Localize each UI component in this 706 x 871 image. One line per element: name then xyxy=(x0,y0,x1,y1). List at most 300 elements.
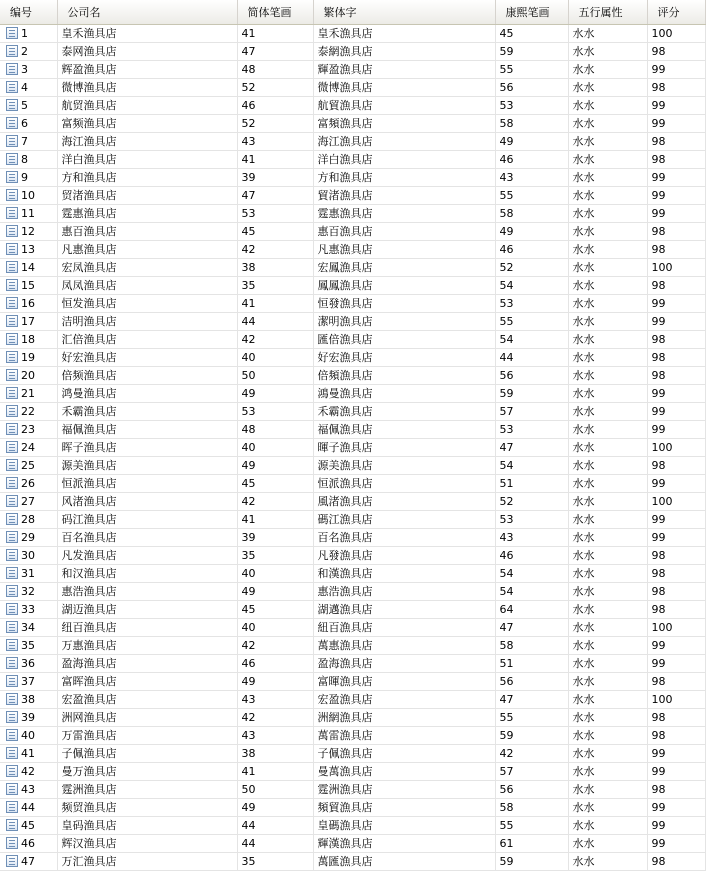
cell-text: 富频渔具店 xyxy=(61,116,117,130)
simplified-strokes-cell xyxy=(237,853,313,871)
traditional-name-cell xyxy=(313,367,495,385)
cell-text: 33 xyxy=(21,602,35,616)
cell-text: 98 xyxy=(651,242,666,256)
id-cell xyxy=(0,25,57,43)
cell-text: 13 xyxy=(21,242,35,256)
cell-text: 倍頻漁具店 xyxy=(317,368,373,382)
cell-text: 55 xyxy=(499,818,514,832)
traditional-name-cell xyxy=(313,25,495,43)
table-row[interactable] xyxy=(0,403,705,421)
score-cell xyxy=(647,241,705,259)
cell-text: 18 xyxy=(21,332,35,346)
traditional-name-cell xyxy=(313,763,495,781)
cell-text: 36 xyxy=(21,656,35,670)
company-name-cell xyxy=(57,583,237,601)
cell-text: 100 xyxy=(651,440,673,454)
five-elements-cell xyxy=(568,709,647,727)
cell-text: 2 xyxy=(21,44,28,58)
simplified-strokes-cell xyxy=(237,97,313,115)
cell-text: 54 xyxy=(499,584,514,598)
cell-text: 纽百渔具店 xyxy=(61,620,117,634)
cell-text: 水水 xyxy=(572,494,595,508)
cell-text: 水水 xyxy=(572,44,595,58)
traditional-name-cell xyxy=(313,133,495,151)
document-list-icon xyxy=(6,225,18,237)
id-cell xyxy=(0,691,57,709)
kangxi-strokes-cell xyxy=(495,331,568,349)
id-cell xyxy=(0,601,57,619)
kangxi-strokes-cell xyxy=(495,133,568,151)
cell-text: 98 xyxy=(651,710,666,724)
traditional-name-cell xyxy=(313,313,495,331)
table-row[interactable] xyxy=(0,313,705,331)
table-row[interactable] xyxy=(0,511,705,529)
five-elements-cell xyxy=(568,295,647,313)
table-row[interactable] xyxy=(0,601,705,619)
traditional-name-cell xyxy=(313,457,495,475)
cell-text: 潔明漁具店 xyxy=(317,314,373,328)
kangxi-strokes-cell xyxy=(495,187,568,205)
five-elements-cell xyxy=(568,637,647,655)
cell-text: 凤凤渔具店 xyxy=(61,278,117,292)
document-list-icon xyxy=(6,747,18,759)
score-cell xyxy=(647,709,705,727)
company-name-cell xyxy=(57,709,237,727)
cell-text: 98 xyxy=(651,854,666,868)
cell-text: 1 xyxy=(21,26,28,40)
company-name-cell xyxy=(57,439,237,457)
table-row[interactable] xyxy=(0,259,705,277)
simplified-strokes-cell xyxy=(237,583,313,601)
table-row[interactable] xyxy=(0,529,705,547)
simplified-strokes-cell xyxy=(237,187,313,205)
cell-text: 皇碼漁具店 xyxy=(317,818,373,832)
score-cell xyxy=(647,331,705,349)
table-row[interactable] xyxy=(0,475,705,493)
cell-text: 湖邁漁具店 xyxy=(317,602,373,616)
score-cell xyxy=(647,781,705,799)
table-row[interactable] xyxy=(0,781,705,799)
five-elements-cell xyxy=(568,673,647,691)
cell-text: 46 xyxy=(499,152,514,166)
cell-text: 44 xyxy=(499,350,514,364)
kangxi-strokes-cell xyxy=(495,493,568,511)
cell-text: 17 xyxy=(21,314,35,328)
cell-text: 水水 xyxy=(572,530,595,544)
cell-text: 41 xyxy=(241,512,256,526)
cell-text: 43 xyxy=(499,170,514,184)
cell-text: 41 xyxy=(241,152,256,166)
table-row[interactable] xyxy=(0,673,705,691)
cell-text: 方和漁具店 xyxy=(317,170,373,184)
table-row[interactable] xyxy=(0,817,705,835)
cell-text: 59 xyxy=(499,854,514,868)
table-row[interactable] xyxy=(0,241,705,259)
cell-text: 26 xyxy=(21,476,35,490)
table-row[interactable] xyxy=(0,655,705,673)
id-cell xyxy=(0,43,57,61)
kangxi-strokes-cell xyxy=(495,313,568,331)
cell-text: 53 xyxy=(499,512,514,526)
traditional-name-cell xyxy=(313,601,495,619)
traditional-name-cell xyxy=(313,619,495,637)
id-cell xyxy=(0,349,57,367)
simplified-strokes-cell xyxy=(237,241,313,259)
table-row[interactable] xyxy=(0,61,705,79)
table-row[interactable] xyxy=(0,619,705,637)
cell-text: 源美漁具店 xyxy=(317,458,373,472)
company-name-cell xyxy=(57,367,237,385)
table-row[interactable] xyxy=(0,835,705,853)
kangxi-strokes-cell xyxy=(495,385,568,403)
score-cell xyxy=(647,475,705,493)
cell-text: 凡惠漁具店 xyxy=(317,242,373,256)
cell-text: 52 xyxy=(499,260,514,274)
company-name-cell xyxy=(57,43,237,61)
cell-text: 海江渔具店 xyxy=(61,134,117,148)
cell-text: 35 xyxy=(241,854,256,868)
cell-text: 水水 xyxy=(572,332,595,346)
five-elements-cell xyxy=(568,547,647,565)
table-row[interactable] xyxy=(0,169,705,187)
document-list-icon xyxy=(6,351,18,363)
cell-text: 53 xyxy=(499,98,514,112)
id-cell xyxy=(0,763,57,781)
document-list-icon xyxy=(6,729,18,741)
kangxi-strokes-cell xyxy=(495,97,568,115)
traditional-name-cell xyxy=(313,277,495,295)
cell-text: 水水 xyxy=(572,584,595,598)
simplified-strokes-cell xyxy=(237,673,313,691)
document-list-icon xyxy=(6,261,18,273)
company-name-cell xyxy=(57,763,237,781)
cell-text: 鸿曼渔具店 xyxy=(61,386,117,400)
cell-text: 35 xyxy=(241,278,256,292)
table-row[interactable] xyxy=(0,457,705,475)
table-row[interactable] xyxy=(0,565,705,583)
cell-text: 100 xyxy=(651,494,673,508)
id-cell xyxy=(0,421,57,439)
table-row[interactable] xyxy=(0,187,705,205)
cell-text: 27 xyxy=(21,494,35,508)
table-row[interactable] xyxy=(0,763,705,781)
company-name-cell xyxy=(57,655,237,673)
id-cell xyxy=(0,385,57,403)
cell-text: 水水 xyxy=(572,206,595,220)
score-cell xyxy=(647,565,705,583)
company-name-cell xyxy=(57,817,237,835)
column-header-simplified-strokes[interactable]: 简体笔画 xyxy=(237,0,313,25)
table-row[interactable] xyxy=(0,223,705,241)
five-elements-cell xyxy=(568,475,647,493)
table-row[interactable] xyxy=(0,421,705,439)
table-row[interactable] xyxy=(0,385,705,403)
id-cell xyxy=(0,205,57,223)
cell-text: 和漢漁具店 xyxy=(317,566,373,580)
cell-text: 57 xyxy=(499,764,514,778)
score-cell xyxy=(647,169,705,187)
cell-text: 54 xyxy=(499,332,514,346)
cell-text: 百名漁具店 xyxy=(317,530,373,544)
cell-text: 水水 xyxy=(572,224,595,238)
company-name-cell xyxy=(57,133,237,151)
cell-text: 福佩漁具店 xyxy=(317,422,373,436)
table-row[interactable] xyxy=(0,637,705,655)
company-name-cell xyxy=(57,349,237,367)
cell-text: 水水 xyxy=(572,386,595,400)
table-row[interactable] xyxy=(0,349,705,367)
cell-text: 39 xyxy=(241,170,256,184)
cell-text: 盈海漁具店 xyxy=(317,656,373,670)
cell-text: 航貿漁具店 xyxy=(317,98,373,112)
cell-text: 45 xyxy=(241,602,256,616)
cell-text: 46 xyxy=(241,656,256,670)
table-row[interactable] xyxy=(0,205,705,223)
cell-text: 恒发渔具店 xyxy=(61,296,117,310)
cell-text: 輝盈漁具店 xyxy=(317,62,373,76)
table-row[interactable] xyxy=(0,277,705,295)
cell-text: 34 xyxy=(21,620,35,634)
five-elements-cell xyxy=(568,511,647,529)
cell-text: 富暉漁具店 xyxy=(317,674,373,688)
cell-text: 萬惠漁具店 xyxy=(317,638,373,652)
cell-text: 惠百渔具店 xyxy=(61,224,117,238)
table-row[interactable] xyxy=(0,115,705,133)
cell-text: 35 xyxy=(241,548,256,562)
table-row[interactable] xyxy=(0,331,705,349)
simplified-strokes-cell xyxy=(237,799,313,817)
cell-text: 水水 xyxy=(572,440,595,454)
simplified-strokes-cell xyxy=(237,277,313,295)
score-cell xyxy=(647,547,705,565)
kangxi-strokes-cell xyxy=(495,835,568,853)
cell-text: 方和渔具店 xyxy=(61,170,117,184)
traditional-name-cell xyxy=(313,547,495,565)
score-cell xyxy=(647,385,705,403)
cell-text: 100 xyxy=(651,692,673,706)
score-cell xyxy=(647,817,705,835)
score-cell xyxy=(647,61,705,79)
table-row[interactable] xyxy=(0,583,705,601)
company-name-cell xyxy=(57,277,237,295)
cell-text: 24 xyxy=(21,440,35,454)
cell-text: 水水 xyxy=(572,674,595,688)
id-cell xyxy=(0,493,57,511)
simplified-strokes-cell xyxy=(237,349,313,367)
table-row[interactable] xyxy=(0,151,705,169)
cell-text: 53 xyxy=(241,206,256,220)
simplified-strokes-cell xyxy=(237,115,313,133)
cell-text: 曼萬漁具店 xyxy=(317,764,373,778)
id-cell xyxy=(0,655,57,673)
cell-text: 百名渔具店 xyxy=(61,530,117,544)
cell-text: 福佩渔具店 xyxy=(61,422,117,436)
five-elements-cell xyxy=(568,205,647,223)
table-row[interactable] xyxy=(0,547,705,565)
simplified-strokes-cell xyxy=(237,457,313,475)
cell-text: 萬雷漁具店 xyxy=(317,728,373,742)
score-cell xyxy=(647,25,705,43)
cell-text: 禾霸渔具店 xyxy=(61,404,117,418)
score-cell xyxy=(647,115,705,133)
header-row xyxy=(0,0,705,25)
table-row[interactable] xyxy=(0,493,705,511)
five-elements-cell xyxy=(568,97,647,115)
cell-text: 恒派渔具店 xyxy=(61,476,117,490)
document-list-icon xyxy=(6,801,18,813)
company-name-cell xyxy=(57,259,237,277)
cell-text: 皇禾漁具店 xyxy=(317,26,373,40)
cell-text: 42 xyxy=(241,332,256,346)
traditional-name-cell xyxy=(313,637,495,655)
traditional-name-cell xyxy=(313,421,495,439)
cell-text: 水水 xyxy=(572,116,595,130)
table-row[interactable] xyxy=(0,745,705,763)
cell-text: 41 xyxy=(241,764,256,778)
kangxi-strokes-cell xyxy=(495,817,568,835)
traditional-name-cell xyxy=(313,727,495,745)
id-cell xyxy=(0,511,57,529)
five-elements-cell xyxy=(568,817,647,835)
kangxi-strokes-cell xyxy=(495,79,568,97)
cell-text: 49 xyxy=(241,800,256,814)
simplified-strokes-cell xyxy=(237,493,313,511)
cell-text: 频贸渔具店 xyxy=(61,800,117,814)
id-cell xyxy=(0,817,57,835)
table-row[interactable] xyxy=(0,853,705,871)
simplified-strokes-cell xyxy=(237,619,313,637)
id-cell xyxy=(0,187,57,205)
cell-text: 55 xyxy=(499,314,514,328)
cell-text: 45 xyxy=(499,26,514,40)
cell-text: 59 xyxy=(499,44,514,58)
kangxi-strokes-cell xyxy=(495,169,568,187)
table-row[interactable] xyxy=(0,691,705,709)
score-cell xyxy=(647,691,705,709)
cell-text: 99 xyxy=(651,62,666,76)
cell-text: 富晖渔具店 xyxy=(61,674,117,688)
simplified-strokes-cell xyxy=(237,709,313,727)
document-list-icon xyxy=(6,387,18,399)
cell-text: 56 xyxy=(499,368,514,382)
cell-text: 56 xyxy=(499,80,514,94)
cell-text: 98 xyxy=(651,152,666,166)
cell-text: 微博渔具店 xyxy=(61,80,117,94)
five-elements-cell xyxy=(568,529,647,547)
table-row[interactable] xyxy=(0,133,705,151)
company-name-cell xyxy=(57,745,237,763)
score-cell xyxy=(647,583,705,601)
kangxi-strokes-cell xyxy=(495,781,568,799)
cell-text: 99 xyxy=(651,764,666,778)
cell-text: 98 xyxy=(651,332,666,346)
cell-text: 好宏渔具店 xyxy=(61,350,117,364)
cell-text: 23 xyxy=(21,422,35,436)
document-list-icon xyxy=(6,477,18,489)
cell-text: 水水 xyxy=(572,188,595,202)
table-row[interactable] xyxy=(0,727,705,745)
column-header-five-elements[interactable]: 五行属性 xyxy=(568,0,647,25)
cell-text: 42 xyxy=(499,746,514,760)
table-row[interactable] xyxy=(0,295,705,313)
table-row[interactable] xyxy=(0,79,705,97)
column-header-id[interactable]: 编号 xyxy=(0,0,57,25)
simplified-strokes-cell xyxy=(237,133,313,151)
cell-text: 32 xyxy=(21,584,35,598)
five-elements-cell xyxy=(568,781,647,799)
table-row[interactable] xyxy=(0,43,705,61)
traditional-name-cell xyxy=(313,691,495,709)
company-name-cell xyxy=(57,691,237,709)
cell-text: 100 xyxy=(651,26,673,40)
id-cell xyxy=(0,637,57,655)
id-cell xyxy=(0,313,57,331)
score-cell xyxy=(647,637,705,655)
company-name-cell xyxy=(57,79,237,97)
document-list-icon xyxy=(6,459,18,471)
five-elements-cell xyxy=(568,151,647,169)
cell-text: 49 xyxy=(499,224,514,238)
kangxi-strokes-cell xyxy=(495,475,568,493)
table-row[interactable] xyxy=(0,25,705,43)
cell-text: 水水 xyxy=(572,800,595,814)
column-header-company-name[interactable]: 公司名 xyxy=(57,0,237,25)
five-elements-cell xyxy=(568,313,647,331)
company-name-cell xyxy=(57,187,237,205)
cell-text: 99 xyxy=(651,836,666,850)
cell-text: 40 xyxy=(241,566,256,580)
column-header-traditional[interactable]: 繁体字 xyxy=(313,0,495,25)
cell-text: 水水 xyxy=(572,404,595,418)
simplified-strokes-cell xyxy=(237,259,313,277)
table-row[interactable] xyxy=(0,799,705,817)
table-row[interactable] xyxy=(0,709,705,727)
traditional-name-cell xyxy=(313,385,495,403)
cell-text: 49 xyxy=(241,458,256,472)
table-row[interactable] xyxy=(0,439,705,457)
column-header-kangxi-strokes[interactable]: 康熙笔画 xyxy=(495,0,568,25)
simplified-strokes-cell xyxy=(237,439,313,457)
company-name-cell xyxy=(57,331,237,349)
kangxi-strokes-cell xyxy=(495,421,568,439)
traditional-name-cell xyxy=(313,835,495,853)
simplified-strokes-cell xyxy=(237,403,313,421)
cell-text: 6 xyxy=(21,116,28,130)
table-row[interactable] xyxy=(0,97,705,115)
cell-text: 霆洲渔具店 xyxy=(61,782,117,796)
five-elements-cell xyxy=(568,115,647,133)
kangxi-strokes-cell xyxy=(495,745,568,763)
simplified-strokes-cell xyxy=(237,385,313,403)
cell-text: 皇禾渔具店 xyxy=(61,26,117,40)
column-header-score[interactable]: 评分 xyxy=(647,0,705,25)
id-cell xyxy=(0,277,57,295)
cell-text: 43 xyxy=(21,782,35,796)
cell-text: 54 xyxy=(499,458,514,472)
five-elements-cell xyxy=(568,655,647,673)
kangxi-strokes-cell xyxy=(495,349,568,367)
document-list-icon xyxy=(6,783,18,795)
five-elements-cell xyxy=(568,727,647,745)
simplified-strokes-cell xyxy=(237,79,313,97)
document-list-icon xyxy=(6,675,18,687)
company-name-cell xyxy=(57,61,237,79)
id-cell xyxy=(0,439,57,457)
id-cell xyxy=(0,115,57,133)
id-cell xyxy=(0,367,57,385)
table-row[interactable] xyxy=(0,367,705,385)
cell-text: 42 xyxy=(241,710,256,724)
